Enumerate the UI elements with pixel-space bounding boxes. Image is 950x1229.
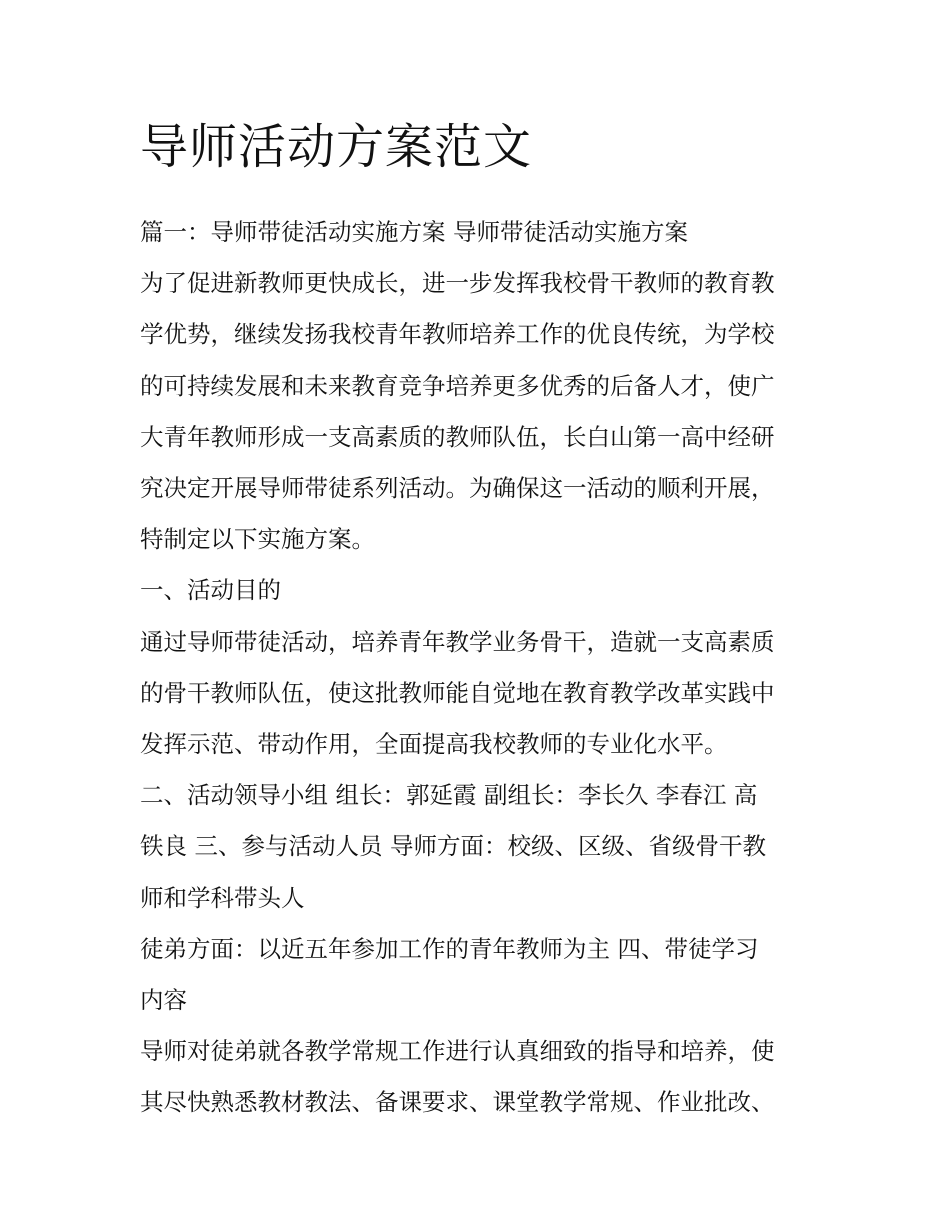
document-page <box>140 112 816 1129</box>
text-line: 二、活动领导小组 组长：郭延霞 副组长：李长久 李春江 高 <box>140 781 758 810</box>
text-line: 导师对徒弟就各教学常规工作进行认真细致的指导和培养，使 <box>140 1037 775 1066</box>
section-heading: 一、活动目的 <box>140 576 281 605</box>
text-line: 的可持续发展和未来教育竞争培养更多优秀的后备人才，使广 <box>140 371 775 400</box>
text-line: 内容 <box>140 986 187 1015</box>
text-line: 的骨干教师队伍，使这批教师能自觉地在教育教学改革实践中 <box>140 678 775 707</box>
text-line: 铁良 三、参与活动人员 导师方面：校级、区级、省级骨干教 <box>140 832 766 861</box>
text-line: 学优势，继续发扬我校青年教师培养工作的优良传统，为学校 <box>140 320 775 349</box>
document-body <box>140 207 816 1129</box>
text-line: 发挥示范、带动作用，全面提高我校教师的专业化水平。 <box>140 730 728 759</box>
text-line: 通过导师带徒活动，培养青年教学业务骨干，造就一支高素质 <box>140 627 775 656</box>
text-line: 其尽快熟悉教材教法、备课要求、课堂教学常规、作业批改、 <box>140 1088 775 1117</box>
document-title: 导师活动方案范文 <box>140 119 533 175</box>
text-line: 为了促进新教师更快成长，进一步发挥我校骨干教师的教育教 <box>140 269 775 298</box>
text-line: 究决定开展导师带徒系列活动。为确保这一活动的顺利开展， <box>140 474 775 503</box>
text-line: 大青年教师形成一支高素质的教师队伍，长白山第一高中经研 <box>140 422 775 451</box>
text-line: 特制定以下实施方案。 <box>140 525 375 554</box>
text-line: 徒弟方面：以近五年参加工作的青年教师为主 四、带徒学习 <box>140 934 759 963</box>
text-line: 师和学科带头人 <box>140 883 305 912</box>
text-line: 篇一：导师带徒活动实施方案 导师带徒活动实施方案 <box>140 218 688 246</box>
